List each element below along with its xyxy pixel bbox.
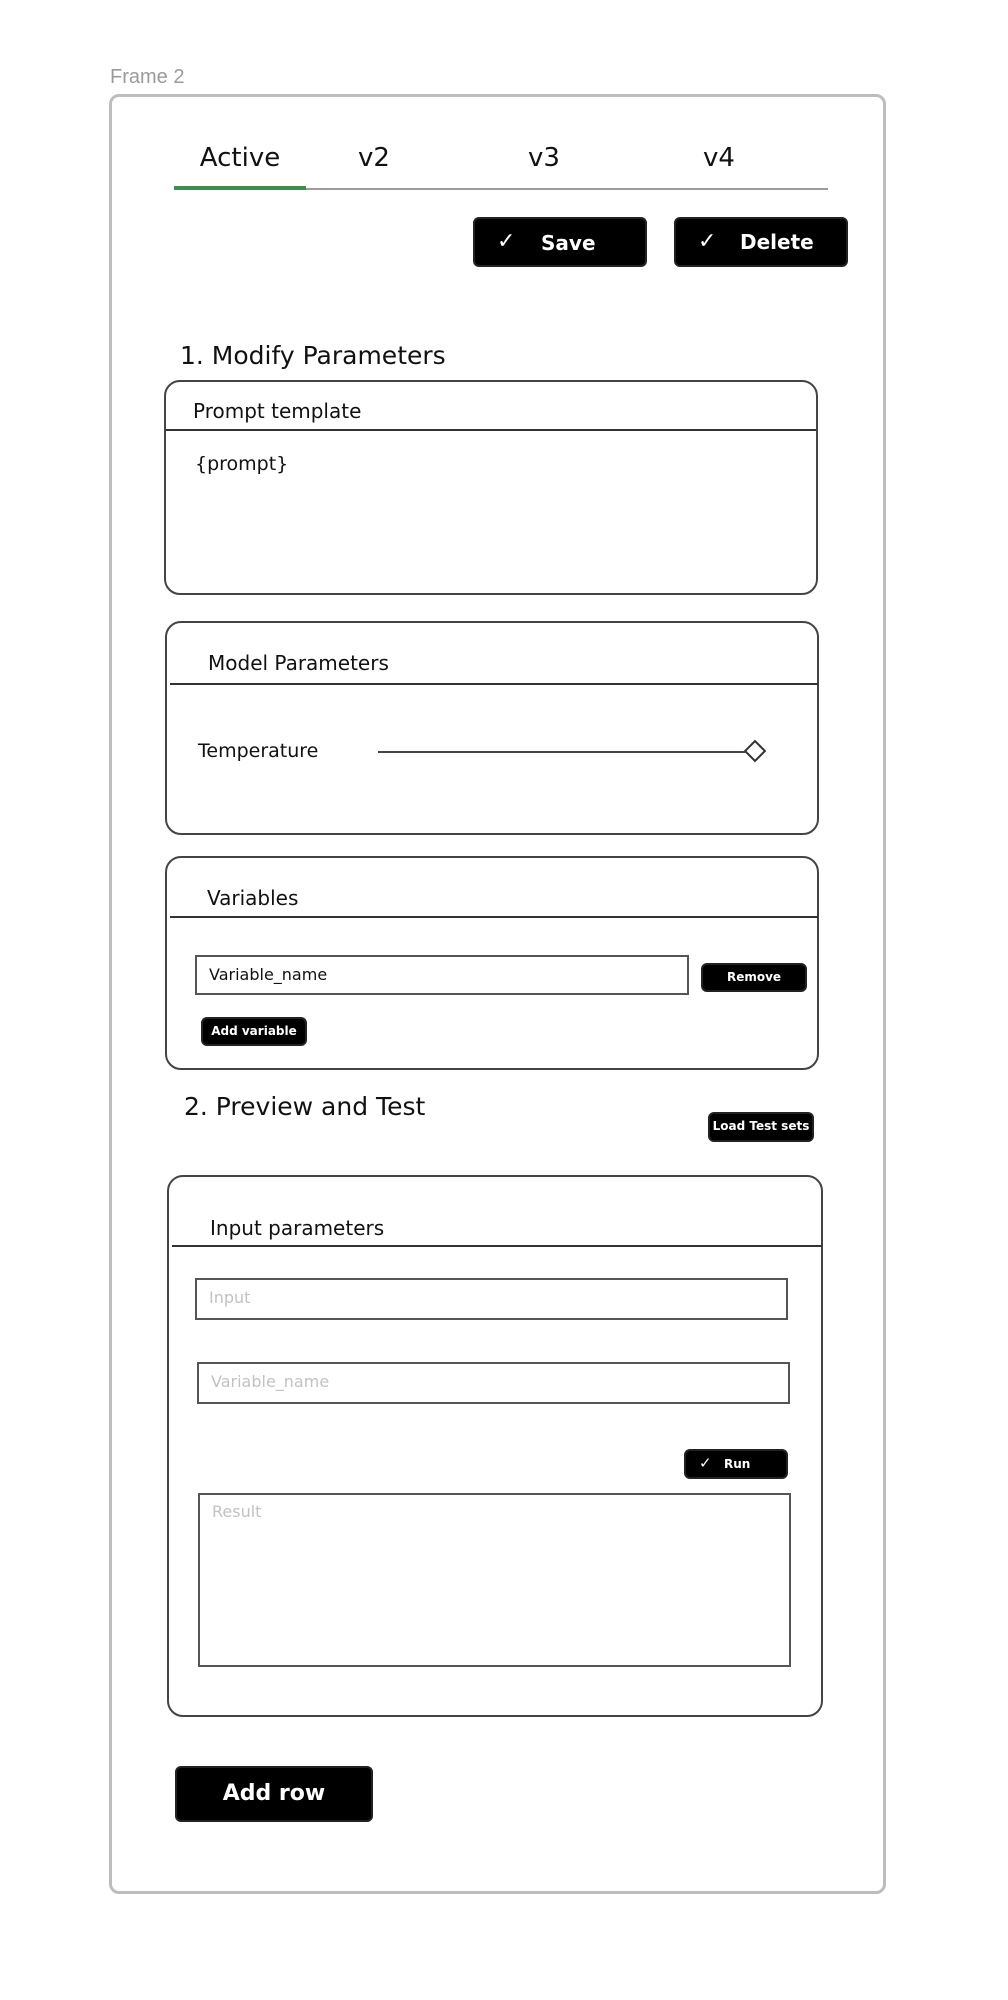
prompt-template-input[interactable]: {prompt} — [195, 453, 289, 475]
tab-v4[interactable] — [679, 138, 759, 190]
input-field[interactable]: Input — [195, 1278, 788, 1320]
prompt-template-label: Prompt template — [193, 399, 362, 423]
tab-v3[interactable] — [504, 138, 584, 190]
save-button-label: Save — [541, 231, 596, 255]
tab-v2[interactable] — [334, 138, 414, 190]
section-title-preview: 2. Preview and Test — [184, 1092, 426, 1121]
result-field[interactable]: Result — [198, 1493, 791, 1667]
section-title-modify: 1. Modify Parameters — [180, 341, 446, 370]
tab-active[interactable] — [174, 138, 306, 190]
input-parameters-label: Input parameters — [210, 1216, 385, 1240]
save-button[interactable] — [473, 217, 647, 267]
tab-v3-label: v3 — [528, 143, 560, 173]
check-icon: ✓ — [698, 229, 717, 254]
check-icon: ✓ — [699, 1454, 712, 1472]
temperature-slider-track[interactable] — [378, 751, 752, 753]
add-variable-button[interactable]: Add variable — [201, 1017, 307, 1046]
temperature-label: Temperature — [198, 740, 319, 762]
variable-name-input[interactable]: Variable_name — [195, 955, 689, 995]
card-divider — [170, 916, 818, 918]
check-icon: ✓ — [497, 229, 516, 254]
run-button-label: Run — [724, 1457, 751, 1471]
run-button[interactable] — [684, 1449, 788, 1479]
card-divider — [170, 683, 818, 685]
frame-label: Frame 2 — [110, 66, 185, 88]
model-parameters-label: Model Parameters — [208, 651, 389, 675]
variables-label: Variables — [207, 886, 299, 910]
add-row-button[interactable]: Add row — [175, 1766, 373, 1822]
card-divider — [166, 429, 816, 431]
load-test-sets-button[interactable]: Load Test sets — [708, 1112, 814, 1142]
tab-v4-label: v4 — [703, 143, 735, 173]
tab-v2-label: v2 — [358, 143, 390, 173]
variable-name-field[interactable]: Variable_name — [197, 1362, 790, 1404]
card-divider — [172, 1245, 822, 1247]
delete-button[interactable] — [674, 217, 848, 267]
delete-button-label: Delete — [740, 230, 814, 254]
version-tabs — [174, 138, 828, 190]
remove-variable-button[interactable]: Remove — [701, 963, 807, 992]
tab-active-label: Active — [199, 143, 281, 173]
